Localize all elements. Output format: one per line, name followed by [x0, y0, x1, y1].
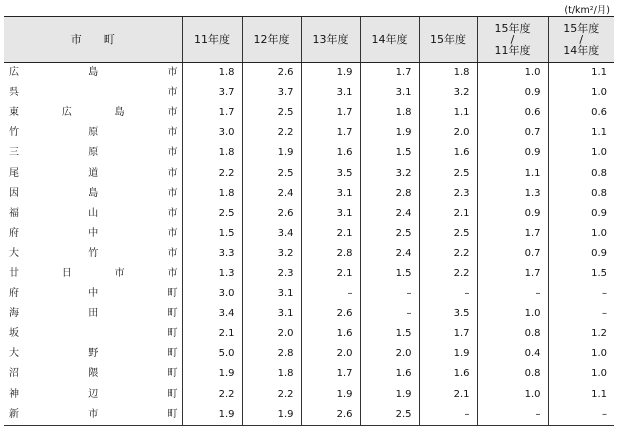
cell-y13: 2.1: [301, 264, 360, 284]
table-row: [4, 184, 614, 204]
municipality-name-chars: [9, 369, 178, 379]
cell-y13: 2.1: [301, 224, 360, 244]
municipality-name: [4, 63, 182, 84]
table-row: [4, 405, 614, 426]
cell-y12: 2.6: [242, 63, 301, 84]
name-char: 大: [9, 247, 19, 259]
municipality-name-chars: [9, 169, 178, 179]
table-row: [4, 103, 614, 123]
cell-r2: 0.8: [548, 163, 614, 183]
cell-r1: 1.0: [477, 63, 548, 84]
cell-r1: 0.7: [477, 123, 548, 143]
cell-y12: 1.8: [242, 364, 301, 384]
municipality-name-chars: [9, 209, 178, 219]
table-row: [4, 304, 614, 324]
municipality-name: [4, 204, 182, 224]
cell-y11: 2.1: [182, 324, 242, 344]
name-char: 三: [9, 147, 19, 159]
cell-r1: –: [477, 284, 548, 304]
cell-y14: 1.7: [360, 63, 419, 84]
cell-y15: 1.6: [419, 364, 477, 384]
cell-y12: 2.5: [242, 163, 301, 183]
name-char: 坂: [9, 328, 19, 340]
cell-y13: 1.6: [301, 324, 360, 344]
cell-y11: 1.8: [182, 184, 242, 204]
cell-y14: 1.6: [360, 364, 419, 384]
name-char: 町: [167, 368, 178, 380]
header-ratio-15-14: [548, 17, 614, 63]
cell-y12: 3.7: [242, 83, 301, 103]
cell-y14: 1.5: [360, 324, 419, 344]
name-char: 新: [9, 408, 19, 420]
municipality-name: [4, 123, 182, 143]
ratio-15-11-slash: /: [510, 33, 515, 46]
municipality-name-chars: [9, 108, 178, 118]
name-char: 日: [61, 267, 72, 279]
municipality-name: [4, 405, 182, 426]
cell-r1: 0.4: [477, 344, 548, 364]
cell-r2: 1.0: [548, 143, 614, 163]
cell-y12: 2.4: [242, 184, 301, 204]
municipality-name: [4, 304, 182, 324]
table-row: [4, 284, 614, 304]
municipality-name-chars: [9, 229, 178, 239]
cell-y12: 2.2: [242, 123, 301, 143]
name-char: 道: [88, 167, 99, 179]
cell-y13: 1.9: [301, 63, 360, 84]
name-char: 市: [167, 127, 178, 139]
ratio-15-11-top: 15年度: [494, 22, 531, 35]
name-char: 中: [88, 288, 99, 300]
cell-y13: 2.6: [301, 405, 360, 426]
name-char: 廿: [9, 267, 19, 279]
cell-y13: 2.0: [301, 344, 360, 364]
cell-y13: 1.7: [301, 364, 360, 384]
name-char: 神: [9, 388, 19, 400]
name-char: 町: [167, 408, 178, 420]
name-char: 東: [9, 107, 19, 119]
cell-y13: 3.1: [301, 83, 360, 103]
name-char: 大: [9, 348, 19, 360]
cell-y11: 2.2: [182, 385, 242, 405]
municipality-name: [4, 83, 182, 103]
cell-y14: 1.9: [360, 385, 419, 405]
cell-y11: 2.2: [182, 163, 242, 183]
cell-y12: 2.8: [242, 344, 301, 364]
municipality-name-chars: [9, 269, 178, 279]
ratio-15-11-bottom: 11年度: [494, 44, 531, 57]
cell-y13: 1.6: [301, 143, 360, 163]
header-y11: 11年度: [182, 17, 242, 63]
cell-y11: 5.0: [182, 344, 242, 364]
cell-r1: 0.9: [477, 143, 548, 163]
name-char: 市: [167, 167, 178, 179]
cell-y15: 2.1: [419, 204, 477, 224]
table-row: [4, 143, 614, 163]
municipality-name: [4, 163, 182, 183]
name-char: 市: [114, 267, 125, 279]
cell-y15: 1.7: [419, 324, 477, 344]
unit-label: (t/km²/月): [564, 5, 610, 16]
name-char: 市: [167, 147, 178, 159]
cell-y14: 2.4: [360, 204, 419, 224]
cell-r2: 1.0: [548, 344, 614, 364]
cell-y11: 1.8: [182, 143, 242, 163]
table-row: [4, 324, 614, 344]
cell-r2: –: [548, 284, 614, 304]
name-char: 市: [167, 267, 178, 279]
cell-y14: 1.9: [360, 123, 419, 143]
cell-y13: 3.1: [301, 204, 360, 224]
cell-y15: –: [419, 284, 477, 304]
name-char: 島: [88, 67, 99, 79]
header-row: [4, 17, 614, 63]
cell-r1: 1.7: [477, 264, 548, 284]
municipality-name-chars: [9, 68, 178, 78]
cell-r1: 1.7: [477, 224, 548, 244]
header-y15: 15年度: [419, 17, 477, 63]
cell-y15: 1.8: [419, 63, 477, 84]
name-char: 府: [9, 227, 19, 239]
name-char: 田: [88, 308, 99, 320]
name-char: 市: [167, 227, 178, 239]
cell-y11: 1.9: [182, 364, 242, 384]
municipality-name: [4, 364, 182, 384]
cell-r2: 0.6: [548, 103, 614, 123]
name-char: 市: [88, 408, 99, 420]
cell-y15: 2.5: [419, 163, 477, 183]
table-row: [4, 63, 614, 84]
cell-r1: –: [477, 405, 548, 426]
name-char: 海: [9, 308, 19, 320]
municipality-name: [4, 324, 182, 344]
cell-y14: 3.1: [360, 83, 419, 103]
cell-y15: 3.5: [419, 304, 477, 324]
cell-r2: 0.9: [548, 244, 614, 264]
cell-y15: 2.2: [419, 264, 477, 284]
name-char: 町: [167, 388, 178, 400]
municipality-name: [4, 143, 182, 163]
cell-y12: 2.5: [242, 103, 301, 123]
table-row: [4, 123, 614, 143]
cell-r2: 1.5: [548, 264, 614, 284]
name-char: 市: [167, 187, 178, 199]
cell-y13: 3.1: [301, 184, 360, 204]
cell-y15: 1.6: [419, 143, 477, 163]
name-char: 竹: [88, 247, 99, 259]
cell-r1: 0.7: [477, 244, 548, 264]
cell-y11: 3.7: [182, 83, 242, 103]
name-char: 原: [88, 127, 99, 139]
municipality-name-chars: [9, 309, 178, 319]
cell-y15: 1.9: [419, 344, 477, 364]
dustfall-table: [4, 16, 614, 426]
name-char: 呉: [9, 87, 19, 99]
table-row: [4, 264, 614, 284]
name-char: 広: [9, 67, 19, 79]
name-char: 辺: [88, 388, 99, 400]
municipality-name: [4, 264, 182, 284]
name-char: 町: [167, 328, 178, 340]
cell-y15: 2.0: [419, 123, 477, 143]
municipality-name: [4, 385, 182, 405]
cell-y15: 2.5: [419, 224, 477, 244]
cell-y12: 3.1: [242, 284, 301, 304]
cell-r1: 1.1: [477, 163, 548, 183]
name-char: 竹: [9, 127, 19, 139]
cell-r1: 0.8: [477, 324, 548, 344]
cell-r1: 0.9: [477, 204, 548, 224]
cell-y14: –: [360, 284, 419, 304]
cell-y13: 1.7: [301, 103, 360, 123]
municipality-name-chars: [9, 148, 178, 158]
name-char: 尾: [9, 167, 19, 179]
cell-y11: 1.7: [182, 103, 242, 123]
name-char: 因: [9, 187, 19, 199]
cell-r1: 0.6: [477, 103, 548, 123]
header-y12: 12年度: [242, 17, 301, 63]
name-char: 島: [114, 107, 125, 119]
cell-y12: 1.9: [242, 405, 301, 426]
cell-r2: –: [548, 405, 614, 426]
municipality-name-chars: [9, 88, 178, 98]
table-row: [4, 224, 614, 244]
cell-y15: 3.2: [419, 83, 477, 103]
municipality-name-chars: [9, 289, 178, 299]
municipality-name-chars: [9, 410, 178, 420]
name-char: 市: [167, 247, 178, 259]
cell-y14: 3.2: [360, 163, 419, 183]
municipality-name: [4, 184, 182, 204]
cell-y12: 3.1: [242, 304, 301, 324]
name-char: 山: [88, 207, 99, 219]
cell-r1: 0.8: [477, 364, 548, 384]
name-char: 原: [88, 147, 99, 159]
table-row: [4, 204, 614, 224]
cell-y15: –: [419, 405, 477, 426]
cell-y14: 2.5: [360, 224, 419, 244]
municipality-name-chars: [9, 128, 178, 138]
municipality-name-chars: [9, 329, 178, 339]
municipality-name-chars: [9, 189, 178, 199]
cell-y14: 2.0: [360, 344, 419, 364]
table-row: [4, 244, 614, 264]
cell-r1: 1.0: [477, 385, 548, 405]
cell-y11: 3.0: [182, 284, 242, 304]
cell-r1: 0.9: [477, 83, 548, 103]
table-row: [4, 344, 614, 364]
table-row: [4, 364, 614, 384]
cell-y14: 1.5: [360, 264, 419, 284]
cell-r2: 1.0: [548, 364, 614, 384]
header-y14: 14年度: [360, 17, 419, 63]
cell-y11: 2.5: [182, 204, 242, 224]
cell-r1: 1.3: [477, 184, 548, 204]
cell-y13: –: [301, 284, 360, 304]
cell-y12: 2.6: [242, 204, 301, 224]
cell-y13: 1.7: [301, 123, 360, 143]
name-char: 市: [167, 87, 178, 99]
cell-r2: 1.2: [548, 324, 614, 344]
cell-y15: 2.1: [419, 385, 477, 405]
cell-y13: 2.8: [301, 244, 360, 264]
cell-y15: 2.3: [419, 184, 477, 204]
cell-y12: 2.0: [242, 324, 301, 344]
cell-r1: 1.0: [477, 304, 548, 324]
municipality-name: [4, 344, 182, 364]
cell-r2: 1.0: [548, 224, 614, 244]
name-char: 町: [167, 308, 178, 320]
name-char: 市: [167, 207, 178, 219]
municipality-name: [4, 284, 182, 304]
cell-r2: 0.9: [548, 204, 614, 224]
cell-y13: 3.5: [301, 163, 360, 183]
cell-y12: 2.2: [242, 385, 301, 405]
cell-y14: –: [360, 304, 419, 324]
name-char: 広: [61, 107, 72, 119]
header-ratio-15-11: [477, 17, 548, 63]
name-char: 市: [167, 107, 178, 119]
name-char: 町: [167, 348, 178, 360]
municipality-name: [4, 103, 182, 123]
cell-y13: 1.9: [301, 385, 360, 405]
municipality-name: [4, 224, 182, 244]
cell-r2: 1.1: [548, 63, 614, 84]
name-char: 中: [88, 227, 99, 239]
name-char: 沼: [9, 368, 19, 380]
cell-y14: 1.5: [360, 143, 419, 163]
ratio-15-14-top: 15年度: [563, 22, 600, 35]
cell-y12: 2.3: [242, 264, 301, 284]
name-char: 福: [9, 207, 19, 219]
name-char: 府: [9, 288, 19, 300]
cell-y12: 1.9: [242, 143, 301, 163]
cell-y14: 2.4: [360, 244, 419, 264]
municipality-name-chars: [9, 249, 178, 259]
cell-y12: 3.4: [242, 224, 301, 244]
cell-y13: 2.6: [301, 304, 360, 324]
header-y13: 13年度: [301, 17, 360, 63]
table-row: [4, 163, 614, 183]
cell-y11: 3.0: [182, 123, 242, 143]
ratio-15-14-bottom: 14年度: [563, 44, 600, 57]
cell-y14: 1.8: [360, 103, 419, 123]
cell-y12: 3.2: [242, 244, 301, 264]
table-row: [4, 83, 614, 103]
name-char: 野: [88, 348, 99, 360]
cell-r2: 1.0: [548, 83, 614, 103]
cell-y14: 2.5: [360, 405, 419, 426]
name-char: 町: [167, 288, 178, 300]
cell-y11: 3.4: [182, 304, 242, 324]
cell-y11: 1.3: [182, 264, 242, 284]
cell-r2: –: [548, 304, 614, 324]
name-char: 市: [167, 67, 178, 79]
cell-y11: 1.8: [182, 63, 242, 84]
cell-r2: 1.1: [548, 385, 614, 405]
municipality-name-chars: [9, 349, 178, 359]
cell-y14: 2.8: [360, 184, 419, 204]
municipality-name: [4, 244, 182, 264]
cell-r2: 0.8: [548, 184, 614, 204]
cell-y15: 2.2: [419, 244, 477, 264]
cell-y15: 1.1: [419, 103, 477, 123]
ratio-15-14-slash: /: [579, 33, 584, 46]
table-row: [4, 385, 614, 405]
municipality-name-chars: [9, 390, 178, 400]
name-char: 隈: [88, 368, 99, 380]
cell-y11: 3.3: [182, 244, 242, 264]
cell-y11: 1.5: [182, 224, 242, 244]
name-char: 島: [88, 187, 99, 199]
table-body: [4, 63, 614, 426]
cell-y11: 1.9: [182, 405, 242, 426]
cell-r2: 1.1: [548, 123, 614, 143]
header-name: 市 町: [4, 17, 182, 63]
